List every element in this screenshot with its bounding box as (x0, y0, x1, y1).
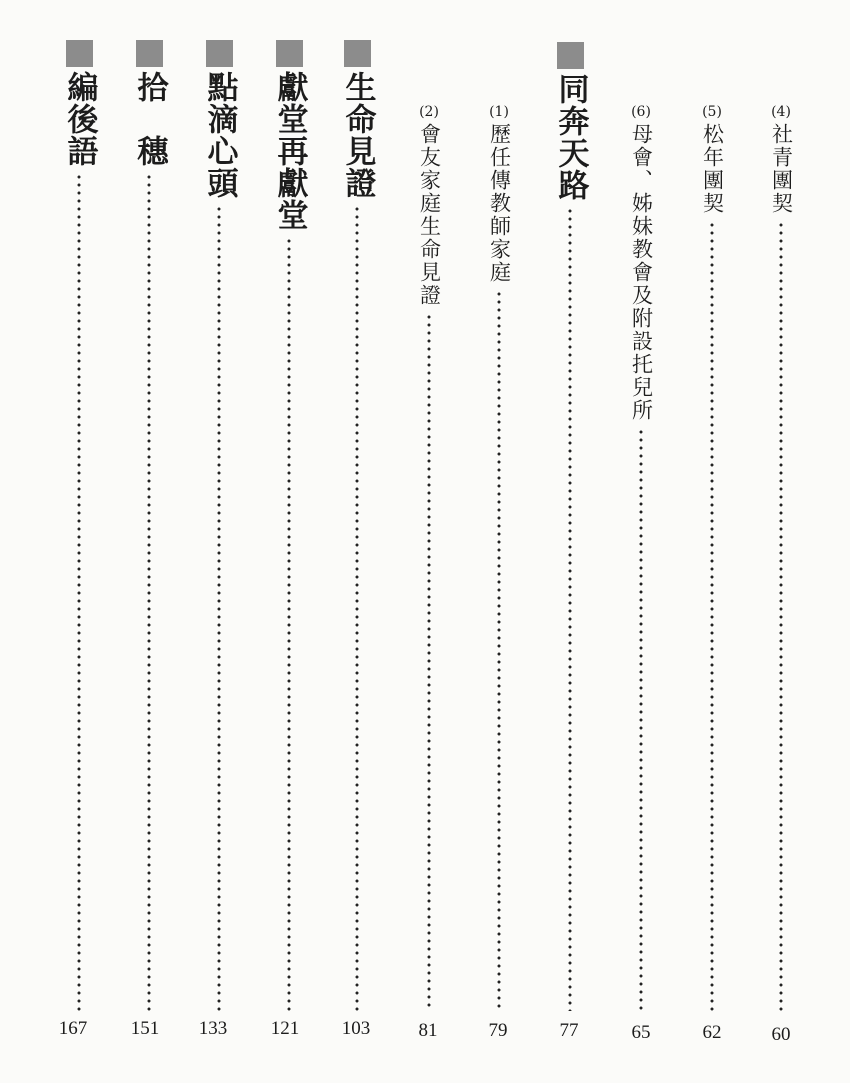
section-marker-icon (557, 42, 584, 69)
entry-number: (6) (631, 104, 651, 120)
section-marker-icon (66, 40, 93, 67)
entry-title: 母會、姊妹教會及附設托兒所 (629, 123, 654, 422)
entry-title: 歷任傳教師家庭 (487, 123, 512, 284)
entry-number: (1) (489, 104, 509, 120)
toc-section-memories[interactable] (199, 0, 239, 1083)
toc-entry-social-youth[interactable] (766, 0, 796, 1083)
page-number: 65 (631, 1022, 651, 1043)
dot-leader (217, 205, 221, 1011)
toc-entry-member-testimonies[interactable] (414, 0, 444, 1083)
dot-leader (710, 221, 714, 1011)
section-marker-icon (136, 40, 163, 67)
toc-section-gleanings[interactable] (129, 0, 169, 1083)
page-number: 151 (130, 1018, 160, 1039)
toc-section-running-together[interactable] (550, 0, 590, 1083)
entry-number: (2) (419, 104, 439, 120)
page-number: 77 (559, 1020, 579, 1041)
dot-leader (568, 207, 572, 1011)
page-number: 62 (702, 1022, 722, 1043)
dot-leader (355, 205, 359, 1011)
page-number: 60 (771, 1024, 791, 1045)
entry-number: (4) (771, 104, 791, 120)
dot-leader (779, 221, 783, 1011)
section-title: 獻堂再獻堂 (271, 71, 308, 231)
toc-entry-mother-church[interactable] (626, 0, 656, 1083)
page-number: 167 (58, 1018, 88, 1039)
section-title: 拾 穗 (131, 71, 168, 167)
section-marker-icon (276, 40, 303, 67)
section-title: 同奔天路 (552, 73, 589, 201)
section-title: 生命見證 (339, 71, 376, 199)
entry-title: 會友家庭生命見證 (417, 123, 442, 307)
toc-entry-senior-fellowship[interactable] (697, 0, 727, 1083)
dot-leader (639, 428, 643, 1011)
page-number: 121 (270, 1018, 300, 1039)
dot-leader (497, 290, 501, 1011)
section-title: 點滴心頭 (201, 71, 238, 199)
entry-number: (5) (702, 104, 722, 120)
section-marker-icon (344, 40, 371, 67)
dot-leader (77, 173, 81, 1011)
dot-leader (147, 173, 151, 1011)
page-number: 133 (198, 1018, 228, 1039)
toc-section-life-testimony[interactable] (337, 0, 377, 1083)
page-number: 103 (341, 1018, 371, 1039)
page-number: 79 (488, 1020, 508, 1041)
dot-leader (287, 237, 291, 1011)
section-marker-icon (206, 40, 233, 67)
section-title: 編後語 (61, 71, 98, 167)
page-number: 81 (418, 1020, 438, 1041)
toc-section-church-dedication[interactable] (269, 0, 309, 1083)
toc-entry-pastor-families[interactable] (484, 0, 514, 1083)
dot-leader (427, 313, 431, 1011)
toc-section-afterword[interactable] (59, 0, 99, 1083)
entry-title: 社青團契 (769, 123, 794, 215)
entry-title: 松年團契 (700, 123, 725, 215)
